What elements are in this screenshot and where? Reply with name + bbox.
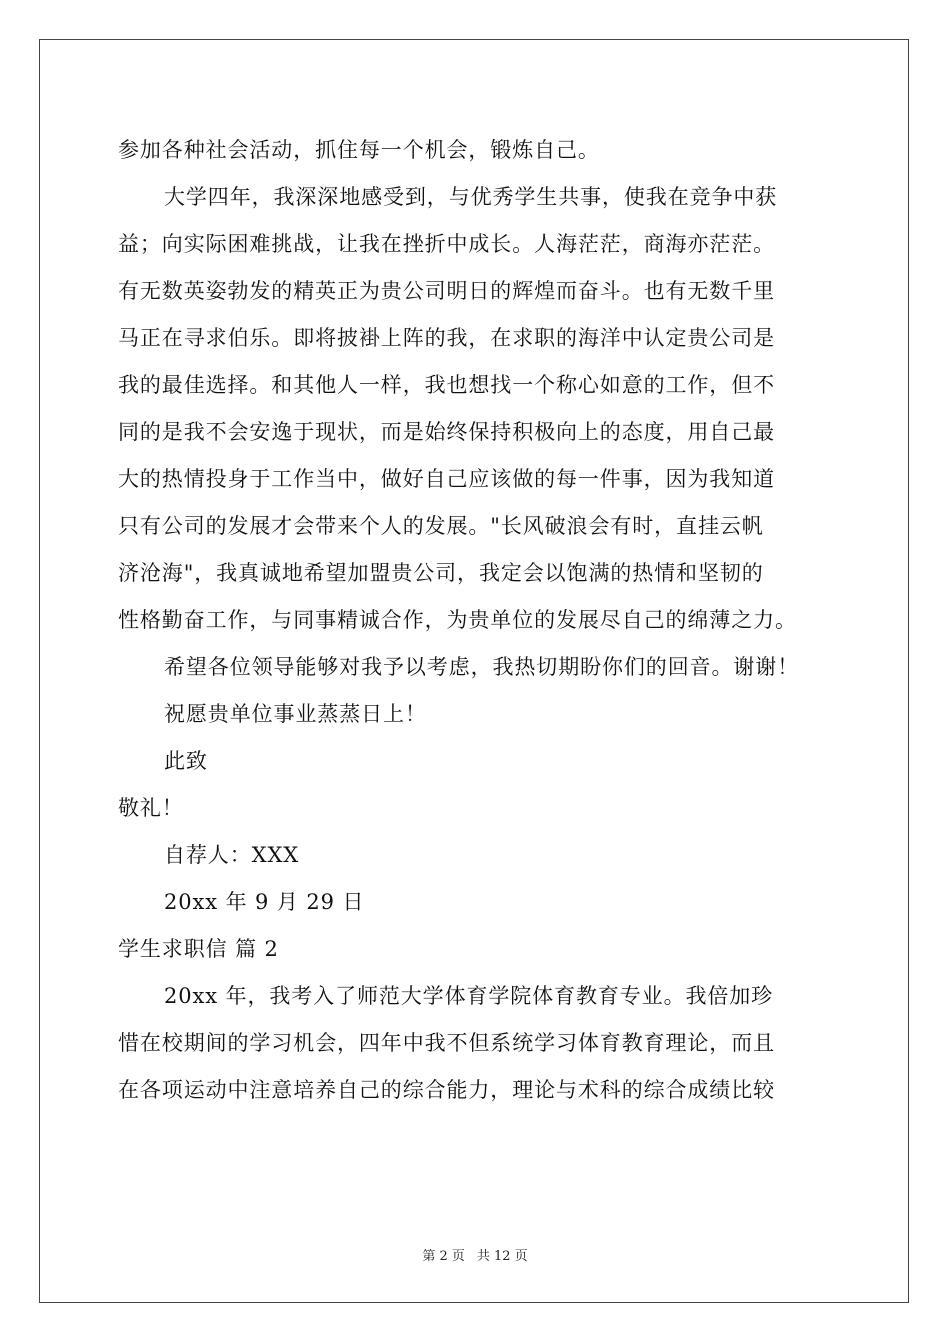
text-line: 性格勤奋工作，与同事精诚合作，为贵单位的发展尽自己的绵薄之力。: [118, 608, 797, 632]
text-line: 我的最佳选择。和其他人一样，我也想找一个称心如意的工作，但不: [118, 373, 775, 397]
text-line: 20xx 年，我考入了师范大学体育学院体育教育专业。我倍加珍: [164, 984, 774, 1008]
text-line: 只有公司的发展才会带来个人的发展。"长风破浪会有时，直挂云帆: [118, 514, 764, 538]
text-line: 此致: [164, 749, 208, 773]
text-line: 济沧海"，我真诚地希望加盟贵公司，我定会以饱满的热情和坚韧的: [118, 561, 764, 585]
signature-line: 自荐人：XXX: [164, 843, 300, 867]
text-line: 有无数英姿勃发的精英正为贵公司明日的辉煌而奋斗。也有无数千里: [118, 279, 775, 303]
text-line: 益；向实际困难挑战，让我在挫折中成长。人海茫茫，商海亦茫茫。: [118, 232, 775, 256]
text-line: 惜在校期间的学习机会，四年中我不但系统学习体育教育理论，而且: [118, 1031, 775, 1055]
text-line: 同的是我不会安逸于现状，而是始终保持积极向上的态度，用自己最: [118, 420, 775, 444]
text-line: 参加各种社会活动，抓住每一个机会，锻炼自己。: [118, 138, 600, 162]
text-line: 大学四年，我深深地感受到，与优秀学生共事，使我在竞争中获: [164, 185, 778, 209]
section-heading: 学生求职信 篇 2: [118, 937, 279, 961]
total-pages-label: 共 12 页: [476, 1249, 528, 1264]
text-line: 希望各位领导能够对我予以考虑，我热切期盼你们的回音。谢谢！: [164, 655, 800, 679]
text-line: 敬礼！: [118, 796, 184, 820]
text-line: 在各项运动中注意培养自己的综合能力，理论与术科的综合成绩比较: [118, 1078, 775, 1102]
date-line: 20xx 年 9 月 29 日: [164, 890, 365, 914]
text-line: 大的热情投身于工作当中，做好自己应该做的每一件事，因为我知道: [118, 467, 775, 491]
current-page-label: 第 2 页: [422, 1249, 465, 1264]
text-line: 马正在寻求伯乐。即将披褂上阵的我，在求职的海洋中认定贵公司是: [118, 326, 775, 350]
page-footer: [0, 1245, 950, 1264]
text-line: 祝愿贵单位事业蒸蒸日上！: [164, 702, 427, 726]
